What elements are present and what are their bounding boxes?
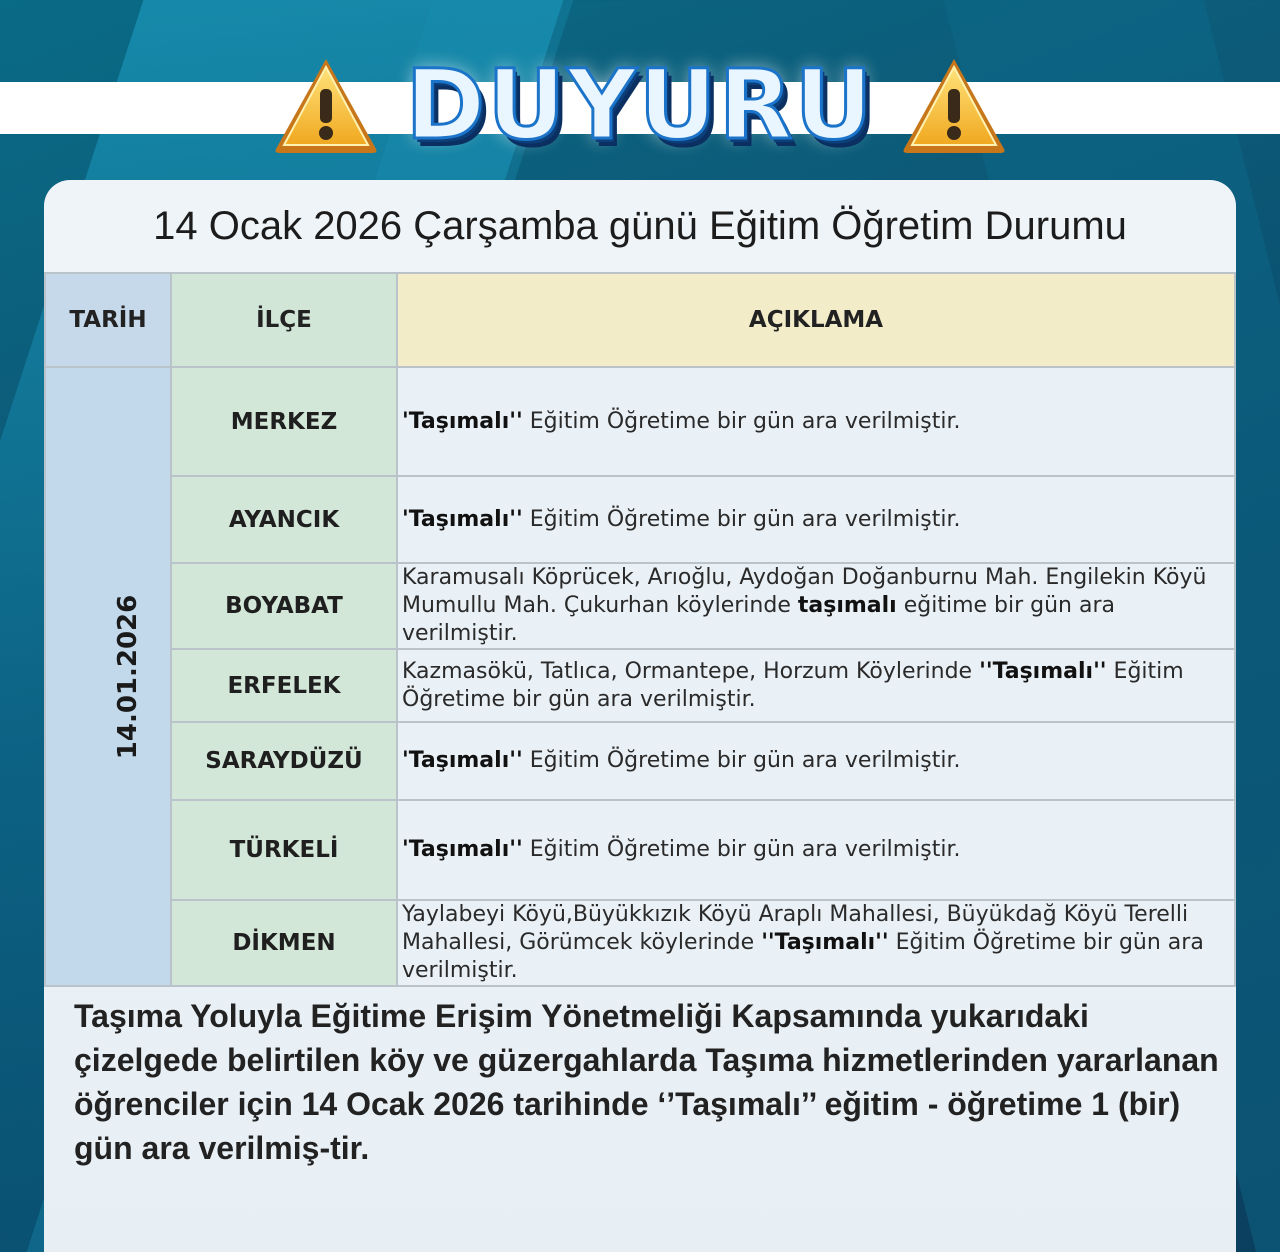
column-header-aciklama: AÇIKLAMA [397,273,1235,367]
description-cell: 'Taşımalı'' Eğitim Öğretime bir gün ara verilmiştir. [397,476,1235,563]
table-row [45,900,1235,986]
announcement-card [44,180,1236,1252]
description-cell: Yaylabeyi Köyü,Büyükkızık Köyü Araplı Mahallesi, Büyükdağ Köyü Terelli Mahallesi, Görümcek köylerinde ''Taşımalı'' Eğitim Öğretime bir gün ara verilmiştir. [397,900,1235,986]
table-row [45,649,1235,722]
date-cell [45,367,171,986]
warning-icon [900,53,1008,157]
district-cell: MERKEZ [171,367,397,476]
column-header-tarih: TARİH [45,273,171,367]
table-row [45,476,1235,563]
district-cell: DİKMEN [171,900,397,986]
table-row [45,722,1235,800]
table-row [45,563,1235,649]
table-header-row [45,273,1235,367]
table-row [45,800,1235,900]
announcement-header [0,40,1280,170]
district-cell: ERFELEK [171,649,397,722]
district-cell: AYANCIK [171,476,397,563]
footer-statement: Taşıma Yoluyla Eğitime Erişim Yönetmeliği Kapsamında yukarıdaki çizelgede belirtilen köy ve güzergahlarda Taşıma hizmetlerinden yararlanan öğrenciler için 14 Ocak 2026 tarihinde ‘’Taşımalı’’ eğitim - öğretime 1 (bir) gün ara verilmiş-tir. [74,998,1219,1166]
district-cell: SARAYDÜZÜ [171,722,397,800]
description-cell: 'Taşımalı'' Eğitim Öğretime bir gün ara verilmiştir. [397,722,1235,800]
warning-icon [272,53,380,157]
table-row [45,367,1235,476]
column-header-ilce: İLÇE [171,273,397,367]
description-cell: Karamusalı Köprücek, Arıoğlu, Aydoğan Doğanburnu Mah. Engilekin Köyü Mumullu Mah. Çukurhan köylerinde taşımalı eğitime bir gün ara verilmiştir. [397,563,1235,649]
schedule-table [44,272,1236,987]
description-cell: Kazmasökü, Tatlıca, Ormantepe, Horzum Köylerinde ''Taşımalı'' Eğitim Öğretime bir gün ara verilmiştir. [397,649,1235,722]
district-cell: TÜRKELİ [171,800,397,900]
date-text: 14.01.2026 [113,594,144,759]
card-title: 14 Ocak 2026 Çarşamba günü Eğitim Öğretim Durumu [153,203,1127,248]
description-cell: 'Taşımalı'' Eğitim Öğretime bir gün ara verilmiştir. [397,367,1235,476]
announcement-title: DUYURU [405,49,875,161]
description-cell: 'Taşımalı'' Eğitim Öğretime bir gün ara verilmiştir. [397,800,1235,900]
district-cell: BOYABAT [171,563,397,649]
